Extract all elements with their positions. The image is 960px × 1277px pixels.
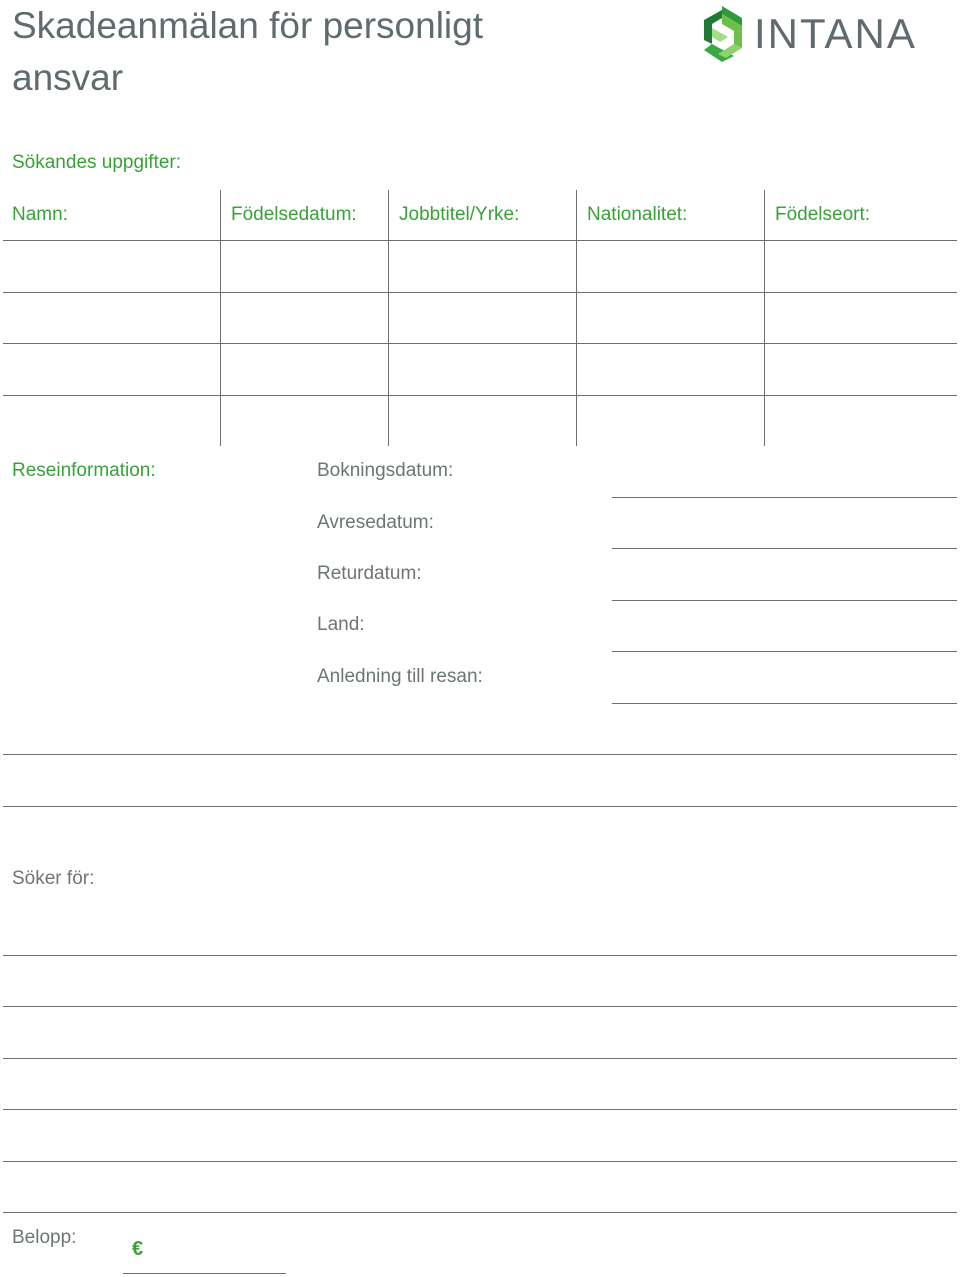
departure-date-label: Avresedatum: (317, 512, 434, 533)
departure-date-field-line[interactable] (612, 548, 957, 549)
applicant-table-column-divider (220, 190, 221, 446)
column-header-nationality: Nationalitet: (587, 204, 688, 225)
column-header-birthplace: Födelseort: (775, 204, 871, 225)
applicant-table-column-divider (576, 190, 577, 446)
applicant-table-row-line (3, 240, 957, 241)
return-date-label: Returdatum: (317, 563, 422, 584)
country-label: Land: (317, 614, 365, 635)
claim-description-line[interactable] (3, 955, 957, 956)
travel-section-label: Reseinformation: (12, 460, 156, 481)
trip-reason-label: Anledning till resan: (317, 666, 483, 687)
intana-logo (700, 4, 950, 62)
applicant-table-row-line (3, 292, 957, 293)
amount-label: Belopp: (12, 1227, 77, 1248)
column-header-birthdate: Födelsedatum: (231, 204, 357, 225)
country-field-line[interactable] (612, 651, 957, 652)
claim-description-line[interactable] (3, 1212, 957, 1213)
applicant-section-label: Sökandes uppgifter: (12, 152, 182, 173)
applicant-table-row-line (3, 343, 957, 344)
trip-reason-continuation-line[interactable] (3, 754, 957, 755)
column-header-job-title: Jobbtitel/Yrke: (399, 204, 520, 225)
euro-currency-symbol: € (132, 1238, 144, 1260)
trip-reason-continuation-line[interactable] (3, 806, 957, 807)
claim-description-line[interactable] (3, 1161, 957, 1162)
booking-date-field-line[interactable] (612, 497, 957, 498)
intana-logo-icon (700, 4, 746, 62)
return-date-field-line[interactable] (612, 600, 957, 601)
claim-for-label: Söker för: (12, 868, 95, 889)
applicant-table-column-divider (764, 190, 765, 446)
logo-wordmark: INTANA (754, 10, 917, 57)
trip-reason-field-line[interactable] (612, 703, 957, 704)
booking-date-label: Bokningsdatum: (317, 460, 454, 481)
claim-description-line[interactable] (3, 1006, 957, 1007)
document-title: Skadeanmälan för personligt ansvar (12, 5, 484, 98)
claim-description-line[interactable] (3, 1058, 957, 1059)
applicant-table-column-divider (388, 190, 389, 446)
column-header-name: Namn: (12, 204, 68, 225)
amount-field-line[interactable] (123, 1273, 286, 1274)
claim-description-line[interactable] (3, 1109, 957, 1110)
applicant-table-row-line (3, 395, 957, 396)
